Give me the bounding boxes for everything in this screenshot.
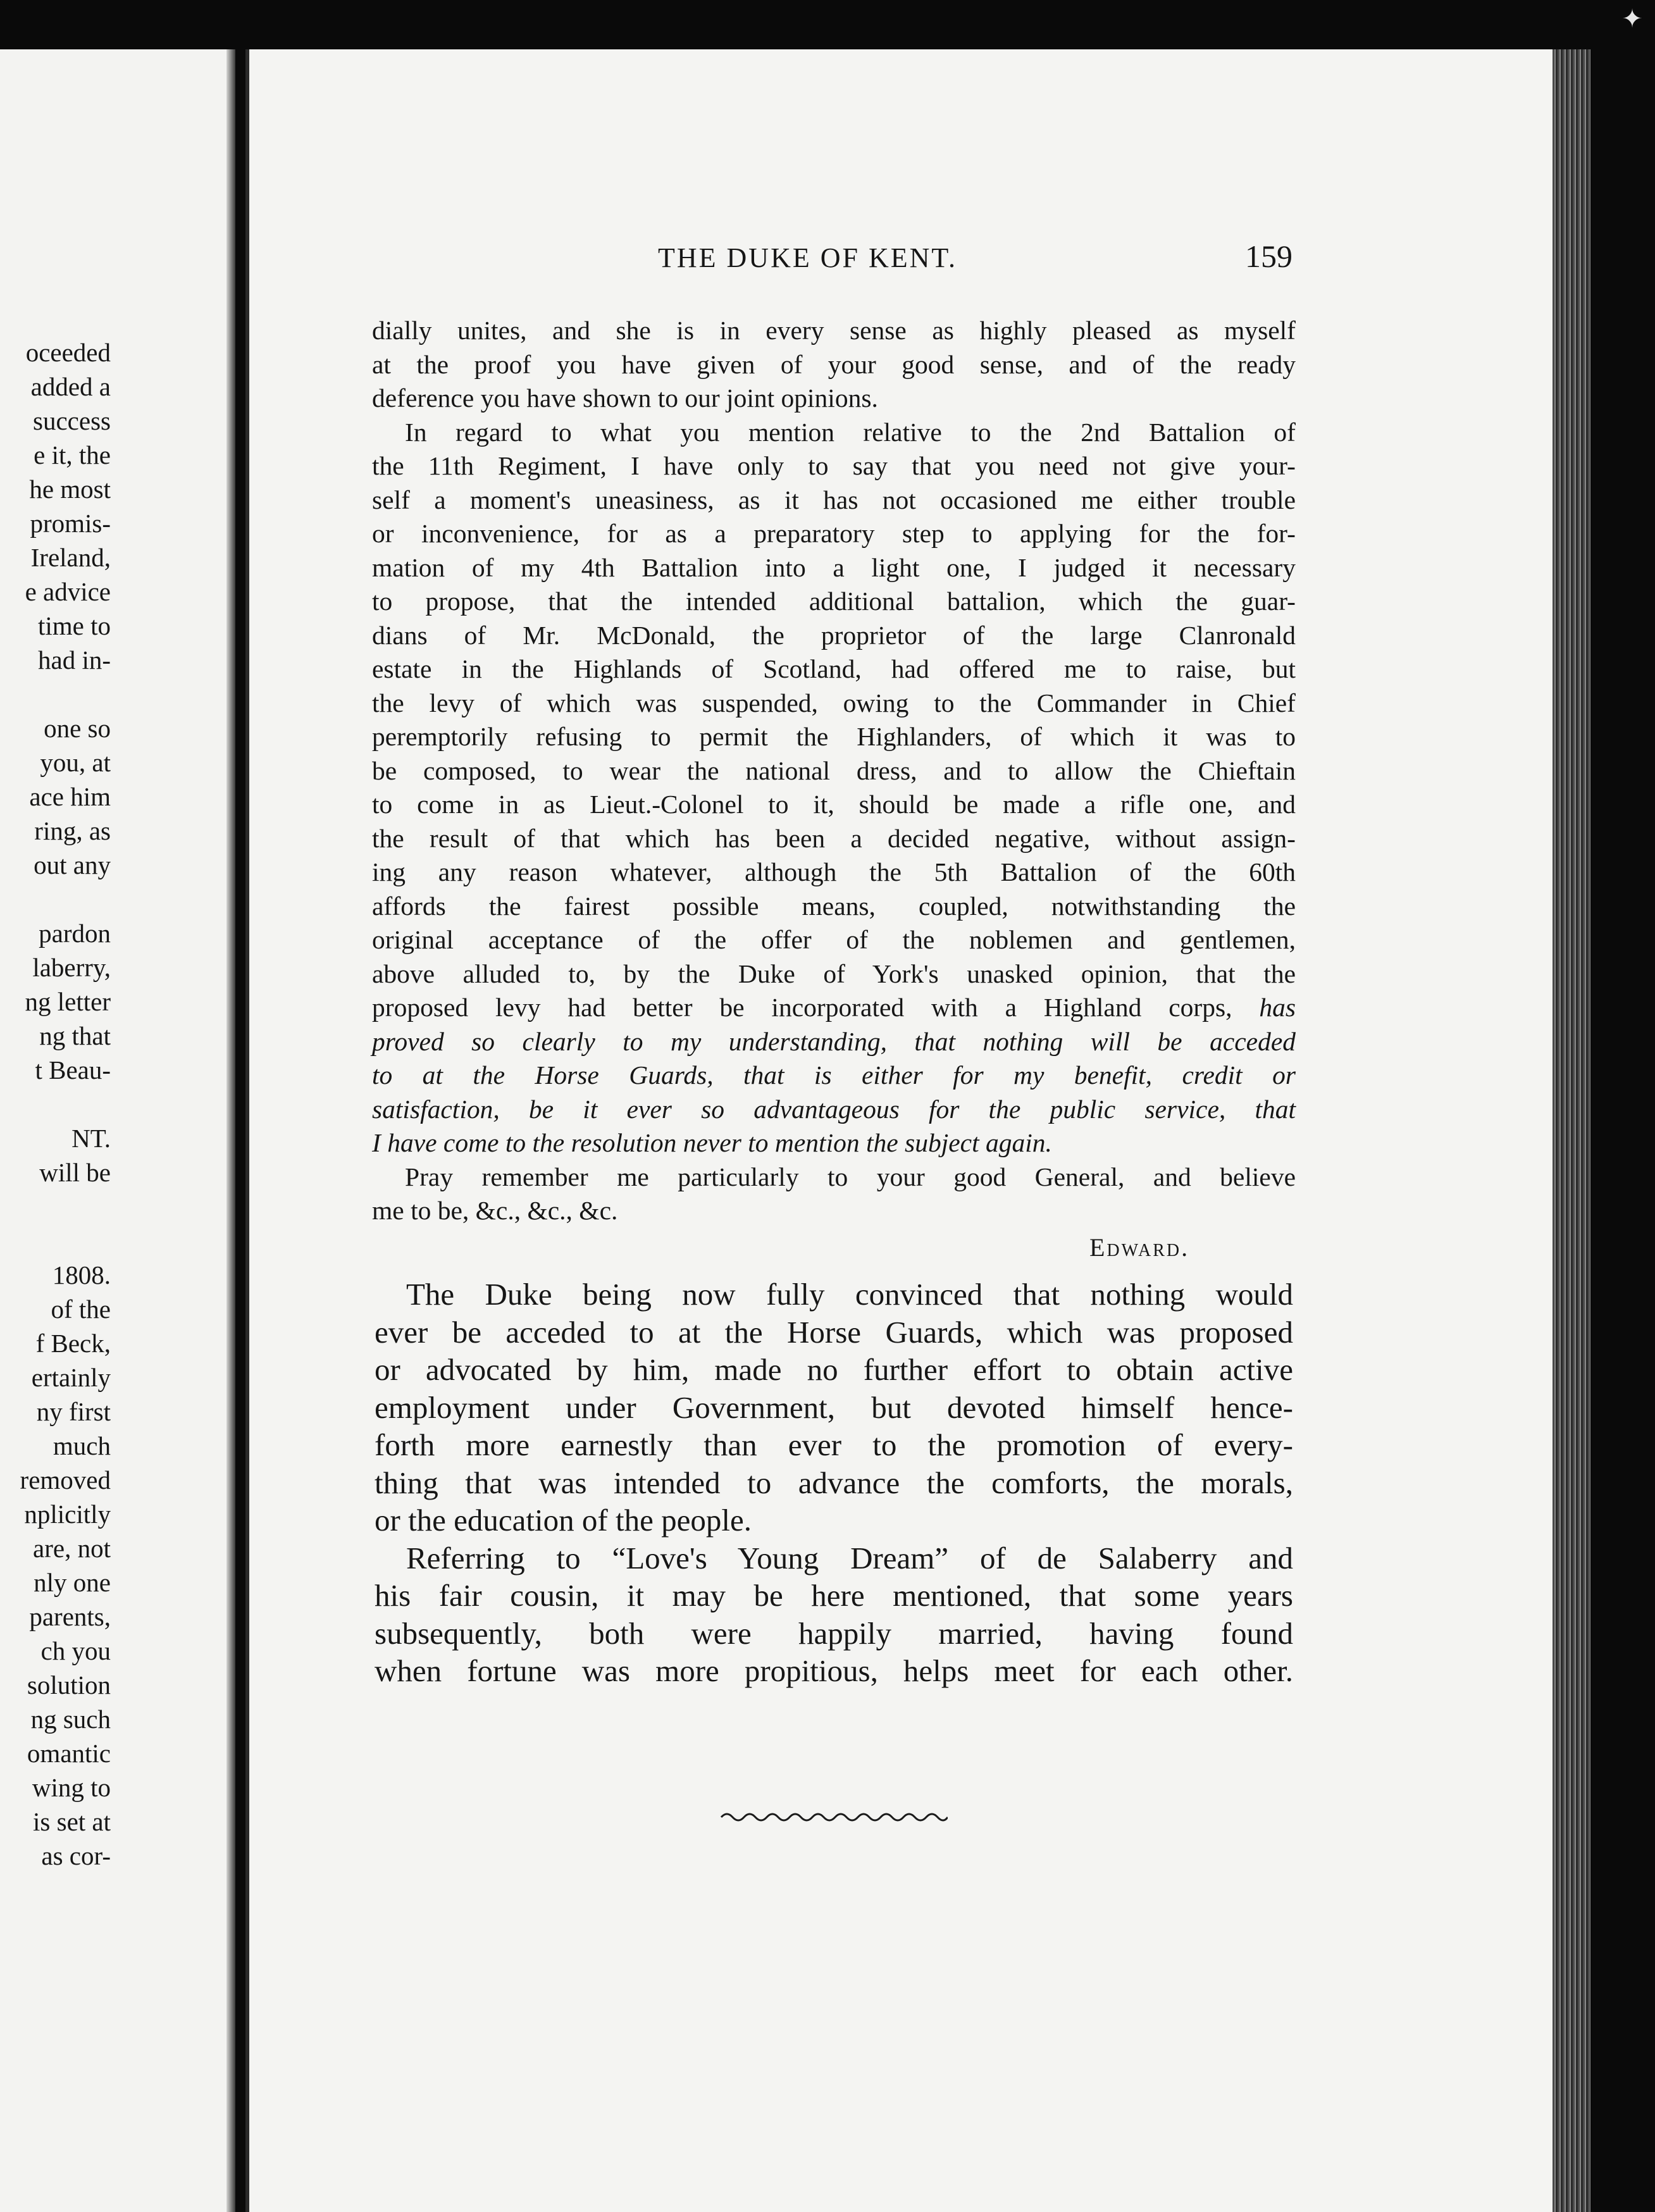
- narrative-line: or the education of the people.: [375, 1503, 752, 1538]
- letter-line: above alluded to, by the Duke of York's unasked opinion, that the: [372, 959, 1296, 988]
- letter-line: mation of my 4th Battalion into a light one, I judged it necessary: [372, 552, 1296, 582]
- facing-page-line: oceeded: [25, 338, 111, 367]
- letter-line: or inconvenience, for as a preparatory step to applying for the for-: [372, 519, 1296, 548]
- facing-page-line: 1808.: [52, 1260, 111, 1289]
- facing-page-line: removed: [20, 1465, 111, 1494]
- facing-page-line: success: [33, 406, 111, 435]
- facing-page-line: pardon: [39, 919, 111, 948]
- facing-page-line: parents,: [29, 1602, 111, 1631]
- facing-page-line: out any: [34, 850, 111, 879]
- letter-line: In regard to what you mention relative to the 2nd Battalion of: [405, 417, 1296, 447]
- letter-line: to come in as Lieut.-Colonel to it, should be made a rifle one, and: [372, 790, 1296, 819]
- facing-page-line: added a: [30, 372, 111, 401]
- narrative-line: his fair cousin, it may be here mentioned, that some years: [375, 1578, 1293, 1613]
- narrative-line: or advocated by him, made no further effort to obtain active: [375, 1352, 1293, 1387]
- letter-line-roman: proposed levy had better be incorporated with a Highland corps,: [372, 993, 1232, 1022]
- letter-text: [372, 314, 1296, 1228]
- letter-signature: Edward.: [1089, 1233, 1190, 1262]
- facing-page-line: ng letter: [25, 987, 111, 1016]
- letter-line: Pray remember me particularly to your good General, and believe: [405, 1162, 1296, 1191]
- letter-italic-tail: has: [1259, 993, 1296, 1022]
- facing-page-line: you, at: [40, 748, 111, 777]
- letter-line: peremptorily refusing to permit the Highlanders, of which it was to: [372, 722, 1296, 751]
- letter-line-italic: I have come to the resolution never to mention the subject again.: [372, 1128, 1052, 1157]
- facing-page-line: one so: [44, 714, 111, 743]
- letter-line: original acceptance of the offer of the noblemen and gentlemen,: [372, 925, 1296, 954]
- facing-page-line: much: [53, 1431, 111, 1460]
- facing-page-line: promis-: [30, 509, 111, 538]
- narrative-line: when fortune was more propitious, helps meet for each other.: [375, 1653, 1293, 1688]
- facing-page-line: ace him: [29, 782, 111, 811]
- letter-line: deference you have shown to our joint opinions.: [372, 383, 878, 413]
- facing-page-line: nly one: [34, 1568, 111, 1597]
- facing-page-line: as cor-: [41, 1841, 111, 1870]
- facing-page-line: omantic: [27, 1739, 111, 1768]
- gutter-shadow: [226, 49, 235, 2212]
- facing-page-line: solution: [27, 1670, 111, 1699]
- letter-line: me to be, &c., &c., &c.: [372, 1196, 618, 1225]
- facing-page-line: he most: [29, 475, 111, 504]
- facing-page-line: had in-: [38, 645, 111, 674]
- letter-line: the levy of which was suspended, owing to the Commander in Chief: [372, 688, 1296, 718]
- narrative-text: [375, 1276, 1293, 1690]
- narrative-line: forth more earnestly than ever to the promotion of every-: [375, 1427, 1293, 1462]
- facing-page-line: e it, the: [34, 440, 111, 469]
- letter-line: affords the fairest possible means, coupled, notwithstanding the: [372, 891, 1296, 921]
- facing-page-line: wing to: [32, 1773, 111, 1802]
- facing-page-line: ng that: [39, 1021, 111, 1050]
- letter-line: the result of that which has been a decided negative, without assign-: [372, 823, 1296, 853]
- facing-page-line: e advice: [25, 577, 111, 606]
- letter-line-italic: satisfaction, be it ever so advantageous for the public service, that: [372, 1094, 1296, 1124]
- letter-line: self a moment's uneasiness, as it has not occasioned me either trouble: [372, 485, 1296, 514]
- facing-page-line: ng such: [30, 1705, 111, 1734]
- narrative-line: Referring to “Love's Young Dream” of de Salaberry and: [406, 1540, 1293, 1575]
- letter-line-italic: to at the Horse Guards, that is either for my benefit, credit or: [372, 1060, 1296, 1090]
- tailpiece-ornament-icon: [719, 1808, 948, 1827]
- page-number: 159: [1245, 239, 1292, 274]
- facing-page-line: is set at: [33, 1807, 111, 1836]
- narrative-line: The Duke being now fully convinced that nothing would: [406, 1277, 1293, 1312]
- letter-line: to propose, that the intended additional battalion, which the guar-: [372, 587, 1296, 616]
- running-head: THE DUKE OF KENT.: [658, 242, 958, 273]
- facing-page-line: laberry,: [32, 953, 111, 982]
- letter-line: ing any reason whatever, although the 5th Battalion of the 60th: [372, 857, 1296, 886]
- letter-line: dially unites, and she is in every sense as highly pleased as myself: [372, 316, 1296, 345]
- narrative-line: ever be acceded to at the Horse Guards, which was proposed: [375, 1314, 1293, 1350]
- facing-page-line: f Beck,: [35, 1329, 111, 1358]
- facing-page-line: NT.: [71, 1124, 111, 1153]
- narrative-line: thing that was intended to advance the comforts, the morals,: [375, 1465, 1293, 1500]
- page-edge-stack: [1553, 49, 1590, 2212]
- facing-page-line: Ireland,: [30, 543, 111, 572]
- facing-page-line: ch you: [40, 1636, 111, 1665]
- facing-page-line: ny first: [36, 1397, 111, 1426]
- letter-line: estate in the Highlands of Scotland, had offered me to raise, but: [372, 654, 1296, 683]
- narrative-line: subsequently, both were happily married, having found: [375, 1615, 1293, 1651]
- facing-page-line: will be: [39, 1158, 111, 1187]
- letter-line: dians of Mr. McDonald, the proprietor of the large Clanronald: [372, 620, 1296, 650]
- facing-page-line: ertainly: [31, 1363, 111, 1392]
- facing-page-line: t Beau-: [35, 1055, 111, 1084]
- facing-page-line: are, not: [33, 1534, 111, 1563]
- facing-page-line: nplicitly: [24, 1500, 111, 1529]
- letter-line-italic: proved so clearly to my understanding, that nothing will be acceded: [372, 1026, 1296, 1056]
- letter-line: at the proof you have given of your good sense, and of the ready: [372, 349, 1296, 379]
- facing-page-line: ring, as: [34, 816, 111, 845]
- letter-line: the 11th Regiment, I have only to say that you need not give your-: [372, 451, 1296, 480]
- letter-line-mixed: [372, 991, 1296, 1025]
- facing-page-line: of the: [51, 1295, 111, 1324]
- letter-line: be composed, to wear the national dress, and to allow the Chieftain: [372, 755, 1296, 785]
- facing-page-left: [0, 49, 235, 2212]
- binding-mark-icon: ✦: [1621, 4, 1643, 33]
- facing-page-line: time to: [37, 611, 111, 640]
- narrative-line: employment under Government, but devoted himself hence-: [375, 1389, 1293, 1425]
